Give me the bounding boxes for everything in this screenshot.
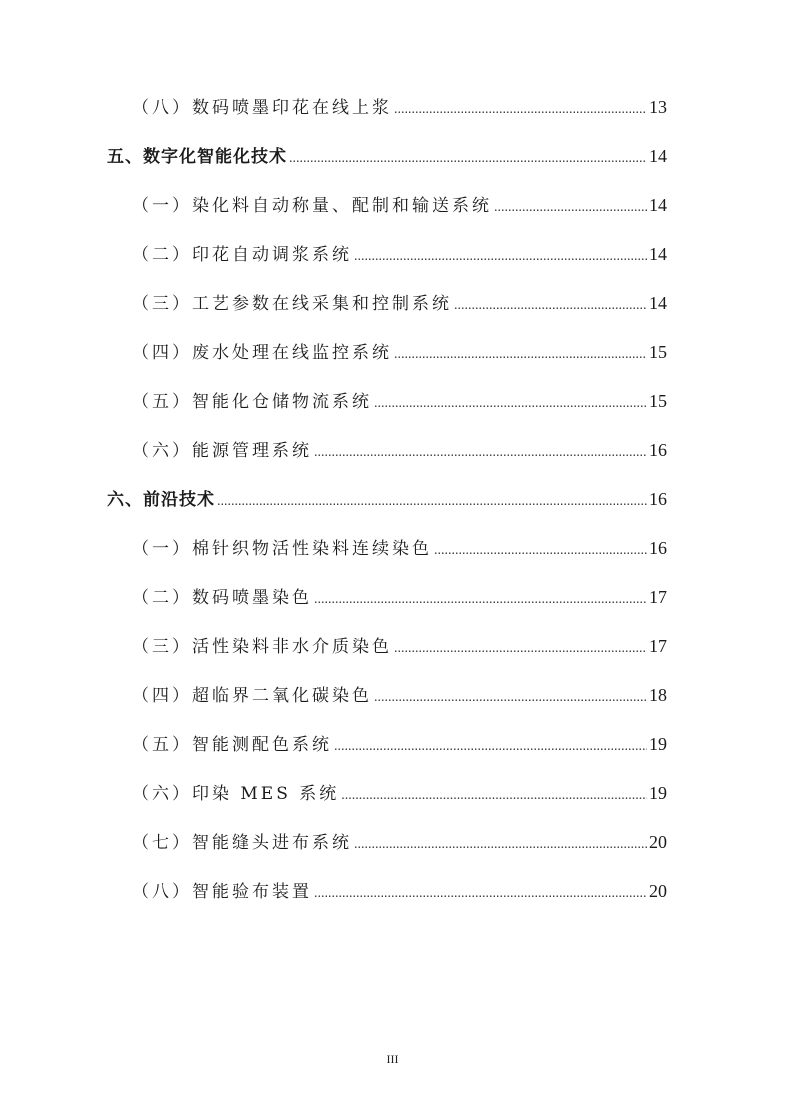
toc-entry-page: 15 bbox=[649, 342, 667, 362]
toc-entry-page: 19 bbox=[649, 734, 667, 754]
dot-leader bbox=[341, 781, 647, 811]
toc-entry-page: 17 bbox=[649, 587, 667, 607]
toc-entry[interactable] bbox=[132, 533, 667, 563]
toc-entry-page: 17 bbox=[649, 636, 667, 656]
dot-leader bbox=[394, 340, 647, 370]
dot-leader bbox=[314, 585, 647, 615]
toc-entry-label: （四）废水处理在线监控系统 bbox=[132, 343, 392, 363]
page-number-footer: III bbox=[386, 1052, 399, 1066]
toc-entry[interactable] bbox=[132, 680, 667, 710]
toc-entry-label: （五）智能化仓储物流系统 bbox=[132, 392, 372, 412]
toc-entry[interactable] bbox=[132, 386, 667, 416]
toc-entry[interactable] bbox=[132, 435, 667, 465]
toc-entry-label: （二）印花自动调浆系统 bbox=[132, 245, 352, 265]
dot-leader bbox=[354, 830, 647, 860]
toc-entry[interactable] bbox=[132, 778, 667, 808]
toc-entry-page: 13 bbox=[649, 97, 667, 117]
toc-entry-page: 14 bbox=[649, 146, 667, 166]
toc-entry-page: 14 bbox=[649, 195, 667, 215]
toc-entry[interactable] bbox=[132, 876, 667, 906]
dot-leader bbox=[394, 634, 647, 664]
toc-entry[interactable] bbox=[132, 337, 667, 367]
toc-entry-label: 五、数字化智能化技术 bbox=[107, 147, 287, 167]
toc-entry-page: 16 bbox=[649, 538, 667, 558]
toc-entry-label: 六、前沿技术 bbox=[107, 490, 215, 510]
toc-section-heading[interactable] bbox=[107, 141, 667, 171]
toc-entry-label: （七）智能缝头进布系统 bbox=[132, 833, 352, 853]
dot-leader bbox=[454, 291, 647, 321]
dot-leader bbox=[354, 242, 647, 272]
toc-entry-label: （二）数码喷墨染色 bbox=[132, 588, 312, 608]
dot-leader bbox=[217, 487, 647, 517]
toc-entry[interactable] bbox=[132, 729, 667, 759]
toc-entry-page: 15 bbox=[649, 391, 667, 411]
toc-entry-label: （五）智能测配色系统 bbox=[132, 735, 332, 755]
dot-leader bbox=[494, 193, 647, 223]
toc-entry-label: （一）棉针织物活性染料连续染色 bbox=[132, 539, 432, 559]
toc-section-heading[interactable] bbox=[107, 484, 667, 514]
dot-leader bbox=[334, 732, 647, 762]
toc-entry-page: 16 bbox=[649, 489, 667, 509]
toc-entry-label: （三）活性染料非水介质染色 bbox=[132, 637, 392, 657]
toc-entry[interactable] bbox=[132, 827, 667, 857]
toc-entry-label: （八）数码喷墨印花在线上浆 bbox=[132, 98, 392, 118]
dot-leader bbox=[394, 95, 647, 125]
toc-entry[interactable] bbox=[132, 190, 667, 220]
toc-entry[interactable] bbox=[132, 239, 667, 269]
toc-entry[interactable] bbox=[132, 582, 667, 612]
dot-leader bbox=[289, 144, 647, 174]
toc-entry-page: 14 bbox=[649, 244, 667, 264]
toc-entry-label: （六）印染 MES 系统 bbox=[132, 784, 340, 804]
toc-entry-page: 16 bbox=[649, 440, 667, 460]
toc-entry-label: （一）染化料自动称量、配制和输送系统 bbox=[132, 196, 492, 216]
toc-entry[interactable] bbox=[132, 631, 667, 661]
toc-entry[interactable] bbox=[132, 92, 667, 122]
toc-entry-label: （六）能源管理系统 bbox=[132, 441, 312, 461]
dot-leader bbox=[314, 879, 647, 909]
dot-leader bbox=[374, 683, 647, 713]
dot-leader bbox=[374, 389, 647, 419]
toc-entry-page: 19 bbox=[649, 783, 667, 803]
toc-entry-page: 18 bbox=[649, 685, 667, 705]
dot-leader bbox=[314, 438, 647, 468]
toc-entry-page: 20 bbox=[649, 832, 667, 852]
toc-entry-label: （八）智能验布装置 bbox=[132, 882, 312, 902]
toc-entry-page: 20 bbox=[649, 881, 667, 901]
toc-entry[interactable] bbox=[132, 288, 667, 318]
toc-entry-label: （四）超临界二氧化碳染色 bbox=[132, 686, 372, 706]
toc-entry-page: 14 bbox=[649, 293, 667, 313]
toc-entry-label: （三）工艺参数在线采集和控制系统 bbox=[132, 294, 452, 314]
dot-leader bbox=[434, 536, 647, 566]
